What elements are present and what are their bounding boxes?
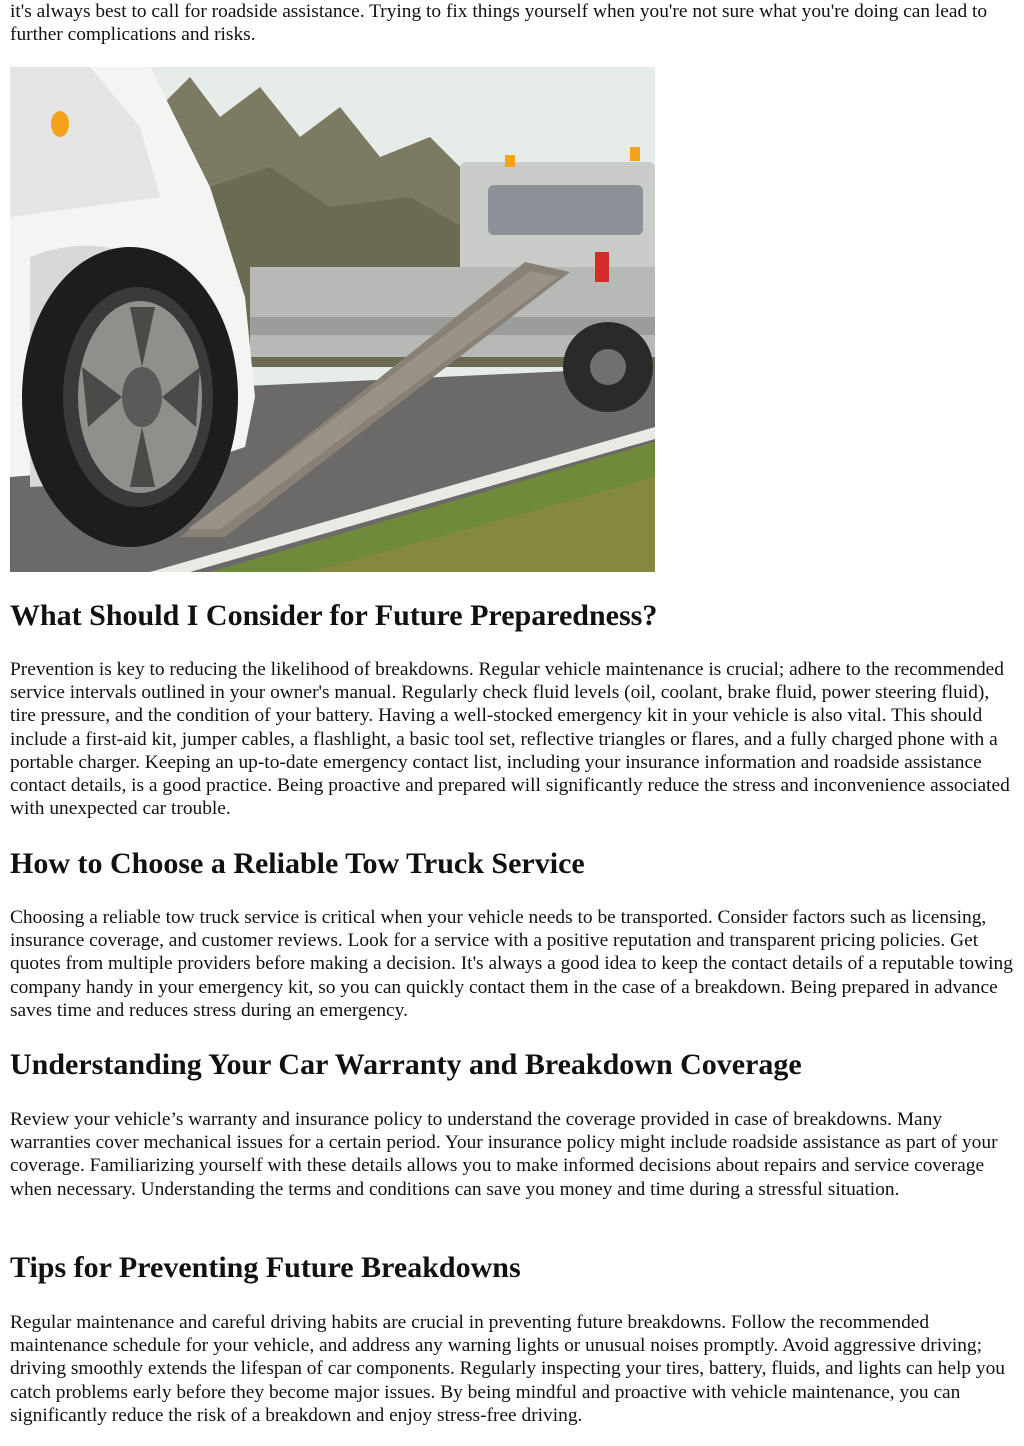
photo-truck-hub (590, 349, 626, 385)
section-heading-prevention-tips: Tips for Preventing Future Breakdowns (10, 1251, 521, 1284)
photo-truck-reflector (595, 252, 609, 282)
photo-truck-light-left (505, 155, 515, 167)
section-heading-preparedness: What Should I Consider for Future Preparedness? (10, 599, 658, 632)
section-heading-warranty: Understanding Your Car Warranty and Breakdown Coverage (10, 1048, 802, 1081)
tow-truck-illustration (10, 67, 655, 572)
section-body-preparedness: Prevention is key to reducing the likelihood of breakdowns. Regular vehicle maintenance is crucial; adhere to the recommended service intervals outlined in your owner's manual. Regularly check fluid levels (oil, coolant, brake fluid, power steering fluid), tire pressure, and the condition of your battery. Having a well-stocked emergency kit in your vehicle is also vital. This should include a first-aid kit, jumper cables, a flashlight, a basic tool set, reflective triangles or flares, and a fully charged phone with a portable charger. Keeping an up-to-date emergency contact list, including your insurance information and roadside assistance contact details, is a good practice. Being proactive and prepared will significantly reduce the stress and inconvenience associated with unexpected car trouble. (10, 659, 1010, 820)
photo-car-hub (122, 367, 162, 427)
section-heading-tow-service: How to Choose a Reliable Tow Truck Service (10, 847, 585, 880)
intro-paragraph: it's always best to call for roadside assistance. Trying to fix things yourself when you're not sure what you're doing can lead to further complications and risks. (10, 1, 988, 46)
photo-truck-light-right (630, 147, 640, 161)
photo-car-indicator (51, 111, 69, 137)
tow-truck-photo (10, 67, 655, 572)
photo-truck-window (488, 185, 643, 235)
section-body-warranty: Review your vehicle’s warranty and insurance policy to understand the coverage provided in case of breakdowns. Many warranties cover mechanical issues for a certain period. Your insurance policy might include roadside assistance as part of your coverage. Familiarizing yourself with these details allows you to make informed decisions about repairs and service coverage when necessary. Understanding the terms and conditions can save you money and time during a stressful situation. (10, 1109, 998, 1200)
section-body-tow-service: Choosing a reliable tow truck service is critical when your vehicle needs to be transported. Consider factors such as licensing, insurance coverage, and customer reviews. Look for a service with a positive reputation and transparent pricing policies. Get quotes from multiple providers before making a decision. It's always a good idea to keep the contact details of a reputable towing company handy in your emergency kit, so you can quickly contact them in the case of a breakdown. Being prepared in advance saves time and reduces stress during an emergency. (10, 907, 1013, 1021)
section-body-prevention-tips: Regular maintenance and careful driving habits are crucial in preventing future breakdowns. Follow the recommended maintenance schedule for your vehicle, and address any warning lights or unusual noises promptly. Avoid aggressive driving; driving smoothly extends the lifespan of car components. Regularly inspecting your tires, battery, fluids, and lights can help you catch problems early before they become major issues. By being mindful and proactive with vehicle maintenance, you can significantly reduce the risk of a breakdown and enjoy stress-free driving. (10, 1312, 1005, 1426)
